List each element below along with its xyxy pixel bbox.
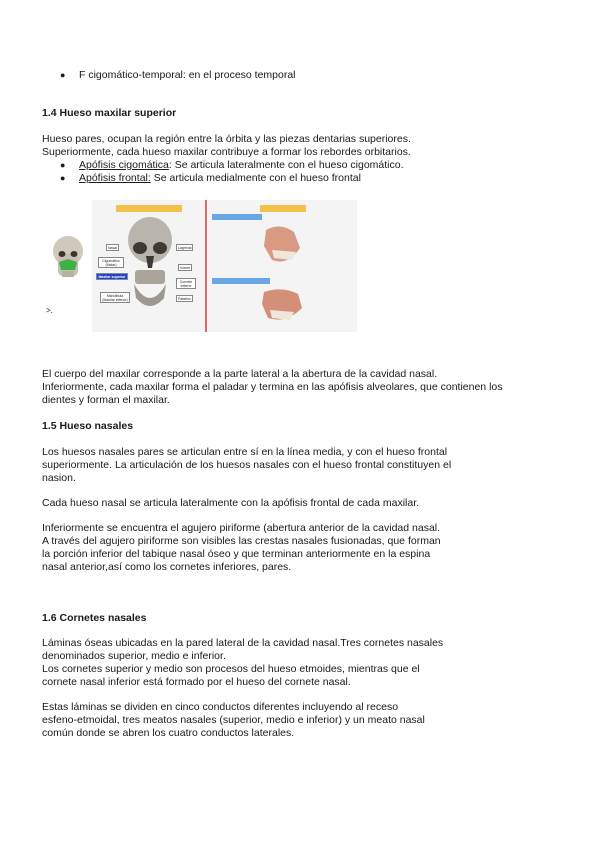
maxilla-figure bbox=[92, 200, 357, 332]
paragraph-line: Hueso pares, ocupan la región entre la órbita y las piezas dentarias superiores. bbox=[42, 133, 411, 145]
paragraph-line: la porción inferior del tabique nasal óseo y que terminan anteriormente en la espina bbox=[42, 548, 431, 560]
paragraph-line: denominados superior, medio e inferior. bbox=[42, 650, 226, 662]
maxilla-medial-image bbox=[258, 284, 308, 328]
bullet-text: : Se articula lateralmente con el hueso cigomático. bbox=[168, 159, 404, 171]
section-heading-1-5: 1.5 Hueso nasales bbox=[42, 420, 134, 432]
label-nasal: Nasal bbox=[108, 245, 117, 250]
label-cornete-inferior: Cornete Inferior bbox=[176, 278, 196, 289]
bullet-item bbox=[79, 159, 404, 172]
maxilla-detail-panel bbox=[208, 200, 357, 332]
skull-thumbnail-image bbox=[50, 234, 86, 282]
section-heading-1-4: 1.4 Hueso maxilar superior bbox=[42, 107, 177, 119]
paragraph-line: Láminas óseas ubicadas en la pared lateral de la cavidad nasal.Tres cornetes nasales bbox=[42, 637, 444, 649]
paragraph-line: superiormente. La articulación de los huesos nasales con el hueso frontal constituyen el bbox=[42, 459, 452, 471]
paragraph-line: esfeno-etmoidal, tres meatos nasales (superior, medio e inferior) y un meato nasal bbox=[42, 714, 425, 726]
bullet-term: Apófisis frontal: bbox=[79, 172, 151, 184]
label-palatino: Palatino bbox=[178, 296, 191, 301]
label-lagrimal: Lagrimal bbox=[178, 245, 192, 250]
paragraph-line: nasal anterior,así como los cornetes inferiores, pares. bbox=[42, 561, 292, 573]
paragraph-line: común donde se abren los cuatro conductos laterales. bbox=[42, 727, 295, 739]
label-maxilar-superior: Maxilar superior bbox=[96, 273, 128, 280]
paragraph-line: Estas láminas se dividen en cinco conductos diferentes incluyendo al receso bbox=[42, 701, 399, 713]
bullet-text: F cigomático-temporal: en el proceso temporal bbox=[79, 69, 296, 81]
label-vomer: Vómer bbox=[180, 265, 191, 270]
paragraph-line: cornete nasal inferior está formado por el hueso del cornete nasal. bbox=[42, 676, 351, 688]
bullet-dot: ● bbox=[60, 173, 66, 183]
paragraph-line: Los huesos nasales pares se articulan entre sí en la línea media, y con el hueso frontal bbox=[42, 446, 448, 458]
label-mandibula: Mandíbula (Maxilar inferior) bbox=[100, 292, 130, 303]
paragraph-line: Superiormente, cada hueso maxilar contribuye a formar los rebordes orbitarios. bbox=[42, 146, 411, 158]
paragraph-line: El cuerpo del maxilar corresponde a la parte lateral a la abertura de la cavidad nasal. bbox=[42, 368, 438, 380]
bullet-text: Se articula medialmente con el hueso frontal bbox=[150, 172, 361, 184]
bullet-term: Apófisis cigomática bbox=[79, 159, 169, 171]
skull-front-panel bbox=[92, 200, 207, 332]
paragraph-line: Los cornetes superior y medio son procesos del hueso etmoides, mientras que el bbox=[42, 663, 420, 675]
label-cigomatico: Cigomático (Malar) bbox=[98, 257, 124, 268]
panel-subtitle-bar bbox=[212, 214, 262, 220]
paragraph-line: Inferiormente, cada maxilar forma el paladar y termina en las apófisis alveolares, que contienen los bbox=[42, 381, 503, 393]
bullet-dot: ● bbox=[60, 70, 66, 80]
maxilla-lateral-image bbox=[258, 220, 308, 270]
bullet-dot: ● bbox=[60, 160, 66, 170]
paragraph-line: Inferiormente se encuentra el agujero piriforme (abertura anterior de la cavidad nasal. bbox=[42, 522, 441, 534]
panel-title-bar bbox=[260, 205, 306, 212]
paragraph-line: dientes y forman el maxilar. bbox=[42, 394, 170, 406]
skull-front-image bbox=[126, 216, 174, 316]
paragraph-line: Cada hueso nasal se articula lateralmente con la apófisis frontal de cada maxilar. bbox=[42, 497, 420, 509]
panel-title-bar bbox=[116, 205, 182, 212]
section-heading-1-6: 1.6 Cornetes nasales bbox=[42, 612, 147, 624]
paragraph-line: A través del agujero piriforme son visibles las crestas nasales fusionadas, que forman bbox=[42, 535, 441, 547]
bullet-item bbox=[79, 172, 361, 185]
figure-mark: ˃. bbox=[46, 306, 53, 315]
paragraph-line: nasion. bbox=[42, 472, 76, 484]
